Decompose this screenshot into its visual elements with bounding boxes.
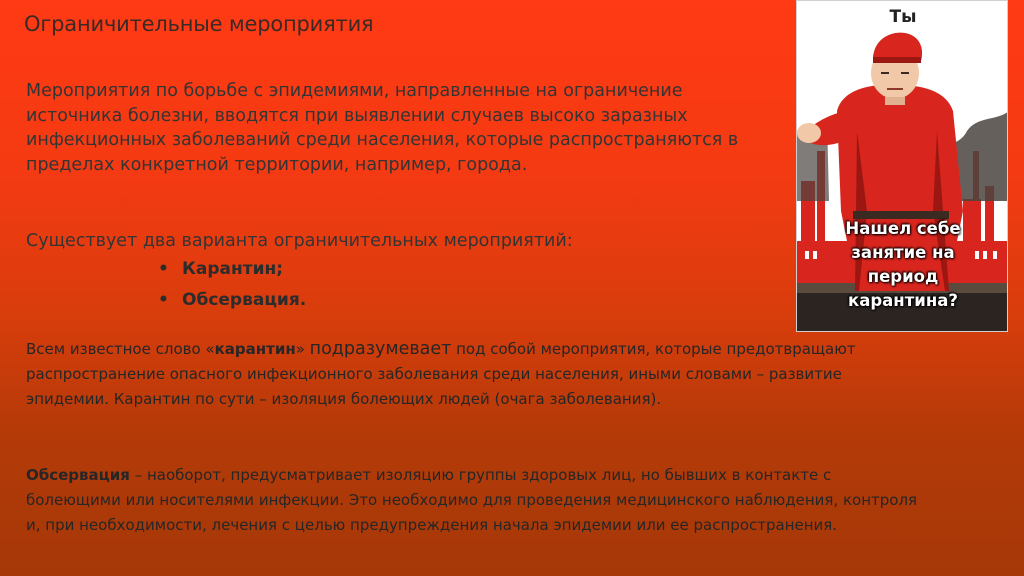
poster-caption-line: карантина?	[848, 291, 958, 310]
intro-paragraph: Мероприятия по борьбе с эпидемиями, направленные на ограничение источника болезни, вводятся при выявлении случаев высоко заразных инфекционных заболеваний среди населения, которые распространяются в пределах конкретной территории, например, города.	[26, 81, 739, 175]
poster-caption-line: занятие на	[851, 243, 955, 262]
p1-term: карантин	[214, 340, 296, 358]
p1-mid: »	[295, 340, 310, 358]
p2-rest: – наоборот, предусматривает изоляцию группы здоровых лиц, но бывших в контакте с болеющими или носителями инфекции. Это необходимо для проведения медицинского наблюдения, контроля и, при необходимости, лечения с целью предупреждения начала эпидемии или ее распространения.	[26, 466, 918, 534]
list-item	[158, 256, 306, 287]
poster-caption-line: Нашел себе	[845, 219, 961, 238]
p1-pre: Всем известное слово «	[26, 340, 215, 358]
observation-paragraph	[26, 463, 926, 538]
poster-image	[796, 0, 1008, 332]
bullet-icon: •	[158, 290, 169, 310]
poster-caption-line: период	[867, 267, 939, 286]
bullet-label: Карантин;	[182, 259, 284, 279]
list-item	[158, 287, 306, 318]
p1-rest: под собой мероприятия, которые предотвращают распространение опасного инфекционного заболевания среди населения, иными словами – развитие эпидемии. Карантин по сути – изоляция болеющих людей (очага заболевания).	[26, 340, 856, 408]
poster-caption	[797, 217, 1008, 313]
p2-term: Обсервация	[26, 466, 130, 484]
bullet-label: Обсервация.	[182, 290, 307, 310]
variants-list	[158, 256, 306, 318]
p1-big: подразумевает	[309, 339, 452, 359]
variants-heading: Существует два варианта ограничительных мероприятий:	[26, 231, 573, 251]
slide-title: Ограничительные мероприятия	[24, 12, 374, 36]
quarantine-paragraph	[26, 337, 926, 412]
bullet-icon: •	[158, 259, 169, 279]
poster-top-word: Ты	[889, 7, 917, 27]
